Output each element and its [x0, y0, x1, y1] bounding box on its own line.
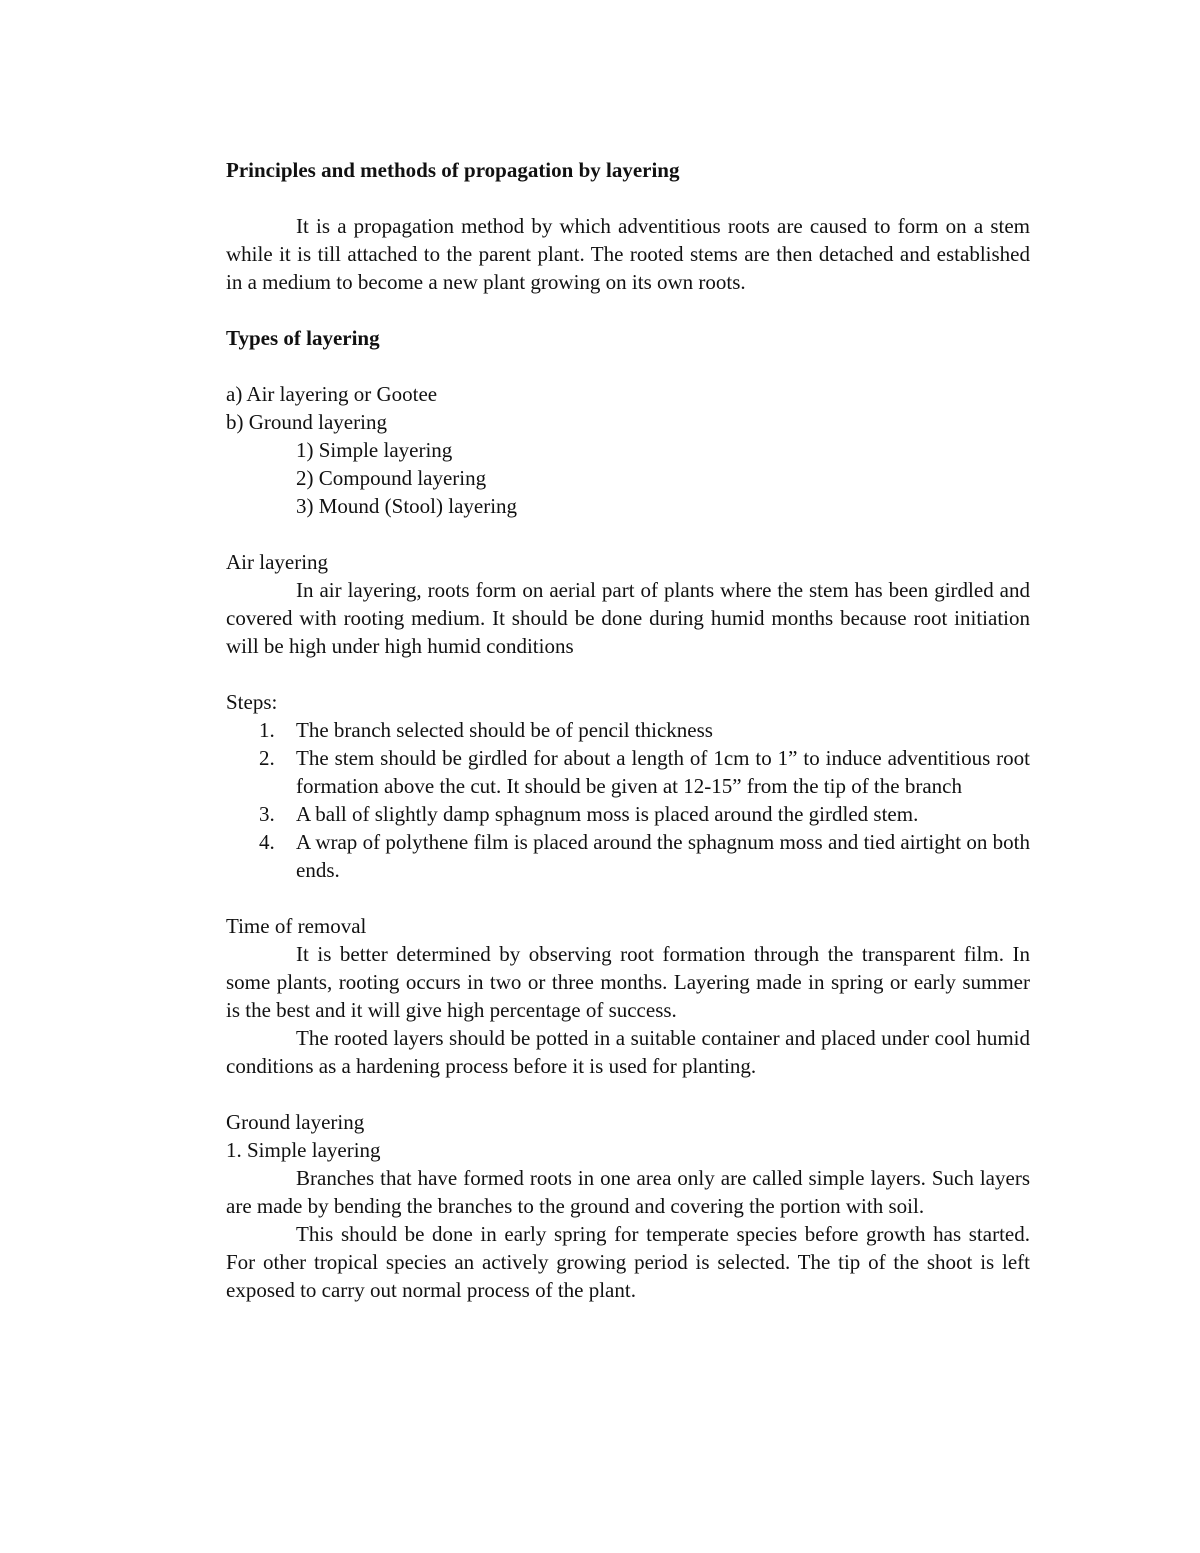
step-text: A ball of slightly damp sphagnum moss is placed around the girdled stem.	[296, 802, 919, 826]
steps-heading: Steps:	[226, 690, 278, 714]
step-text: A wrap of polythene film is placed around the sphagnum moss and tied airtight on both ends.	[296, 830, 1030, 882]
subtype-item: 3) Mound (Stool) layering	[296, 494, 518, 518]
step-item	[226, 828, 1030, 884]
step-item	[226, 744, 1030, 800]
air-layering-heading: Air layering	[226, 550, 329, 574]
subtype-item: 1) Simple layering	[296, 438, 453, 462]
spacer	[226, 520, 1030, 548]
types-heading: Types of layering	[226, 326, 380, 350]
spacer	[226, 1080, 1030, 1108]
step-text: The branch selected should be of pencil thickness	[296, 718, 713, 742]
type-item-ground: b) Ground layering	[226, 410, 387, 434]
spacer	[226, 660, 1030, 688]
step-number: 1.	[259, 718, 275, 742]
removal-heading: Time of removal	[226, 914, 367, 938]
simple-layering-paragraph: This should be done in early spring for temperate species before growth has started. For other tropical species an actively growing period is selected. The tip of the shoot is left exposed to carry out normal process of the plant.	[226, 1222, 1030, 1302]
step-number: 4.	[259, 830, 275, 854]
step-item	[226, 716, 1030, 744]
document-page	[226, 156, 1030, 1304]
subtype-item: 2) Compound layering	[296, 466, 487, 490]
simple-layering-heading: 1. Simple layering	[226, 1138, 381, 1162]
step-number: 2.	[259, 746, 275, 770]
step-number: 3.	[259, 802, 275, 826]
air-layering-paragraph: In air layering, roots form on aerial part of plants where the stem has been girdled and covered with rooting medium. It should be done during humid months because root initiation will be high under high humid conditions	[226, 578, 1030, 658]
removal-paragraph: The rooted layers should be potted in a suitable container and placed under cool humid conditions as a hardening process before it is used for planting.	[226, 1026, 1030, 1078]
step-text: The stem should be girdled for about a length of 1cm to 1” to induce adventitious root formation above the cut. It should be given at 12-15” from the tip of the branch	[296, 746, 1030, 798]
document-title: Principles and methods of propagation by layering	[226, 158, 680, 182]
spacer	[226, 884, 1030, 912]
spacer	[226, 352, 1030, 380]
steps-list	[226, 716, 1030, 884]
simple-layering-paragraph: Branches that have formed roots in one area only are called simple layers. Such layers are made by bending the branches to the ground and covering the portion with soil.	[226, 1166, 1030, 1218]
intro-paragraph: It is a propagation method by which adventitious roots are caused to form on a stem while it is till attached to the parent plant. The rooted stems are then detached and established in a medium to become a new plant growing on its own roots.	[226, 214, 1030, 294]
removal-paragraph: It is better determined by observing root formation through the transparent film. In some plants, rooting occurs in two or three months. Layering made in spring or early summer is the best and it will give high percentage of success.	[226, 942, 1030, 1022]
spacer	[226, 296, 1030, 324]
ground-layering-heading: Ground layering	[226, 1110, 365, 1134]
type-item-air: a) Air layering or Gootee	[226, 382, 438, 406]
step-item	[226, 800, 1030, 828]
spacer	[226, 184, 1030, 212]
